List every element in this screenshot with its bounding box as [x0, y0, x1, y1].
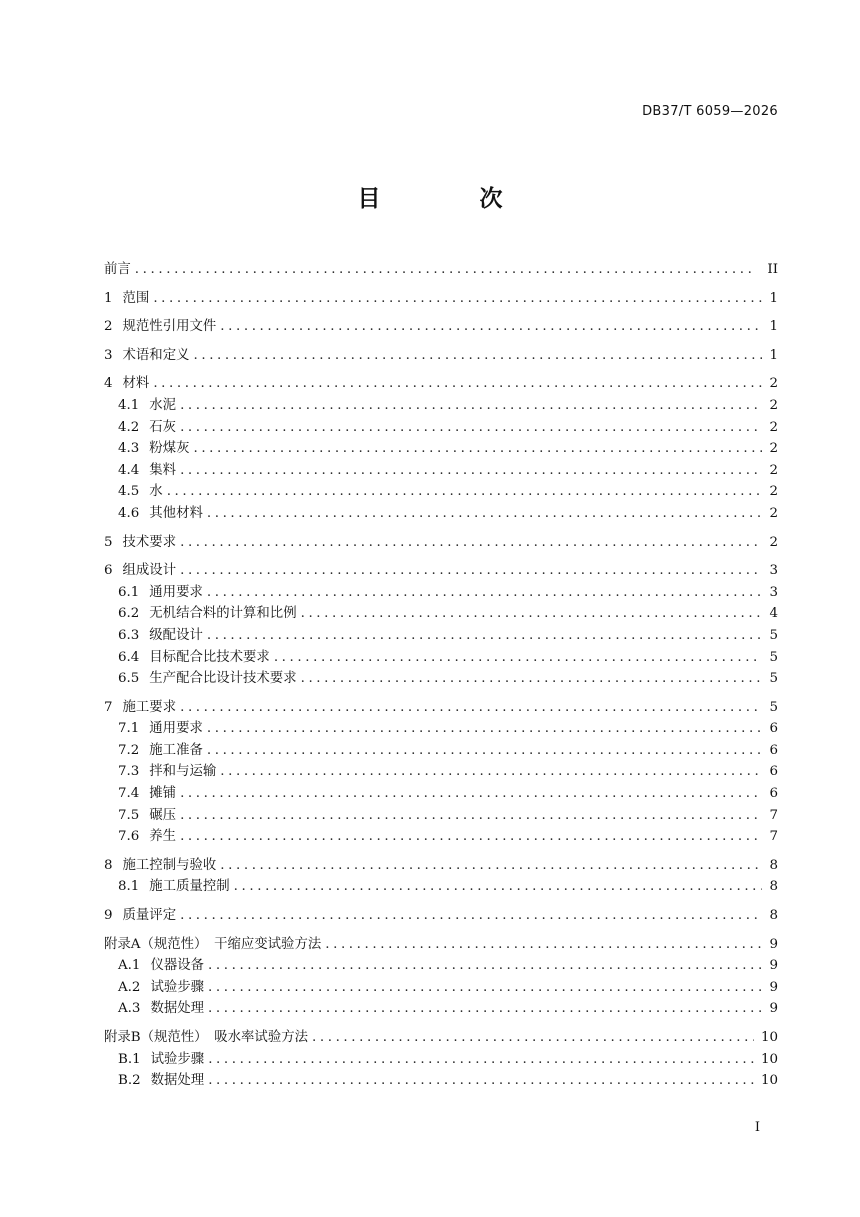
dot-leader [274, 647, 762, 669]
toc-entry-number: 7 [104, 699, 113, 715]
toc-entry-number: 1 [104, 290, 113, 306]
toc-entry[interactable] [104, 532, 778, 554]
toc-entry-page: 5 [769, 649, 778, 665]
toc-entry-page: 2 [769, 505, 778, 521]
toc-entry[interactable] [104, 998, 778, 1020]
toc-entry-page: 2 [769, 376, 778, 392]
toc-entry-label: 前言 [104, 262, 131, 277]
toc-entry-page: 2 [769, 534, 778, 550]
toc-entry[interactable] [104, 259, 778, 281]
toc-entry-page: 3 [769, 563, 778, 579]
toc-entry-number: 3 [104, 347, 113, 363]
toc-entry-page: 4 [769, 606, 778, 622]
toc-entry-page: 8 [769, 857, 778, 873]
toc-entry-label: 材料 [122, 376, 150, 392]
toc-entry-number: 7.4 [118, 786, 140, 802]
toc-entry-page: 2 [769, 484, 778, 500]
toc-entry[interactable] [104, 417, 778, 439]
toc-entry[interactable] [104, 373, 778, 395]
dot-leader [208, 998, 762, 1020]
dot-leader [180, 560, 762, 582]
dot-leader [180, 417, 762, 439]
toc-entry-number: 4.1 [118, 397, 140, 413]
toc-entry-label: 规范性引用文件 [122, 319, 217, 335]
toc-entry-page: 10 [760, 1073, 778, 1089]
toc-entry-page: 7 [769, 807, 778, 823]
toc-entry[interactable] [104, 697, 778, 719]
toc-entry[interactable] [104, 395, 778, 417]
toc-entry-number: 6.3 [118, 627, 140, 643]
toc-entry-page: 7 [769, 829, 778, 845]
toc-entry-number: 8.1 [118, 879, 140, 895]
toc-entry-number: B.2 [118, 1073, 141, 1089]
dot-leader [207, 582, 762, 604]
toc-entry-label: 施工控制与验收 [122, 857, 217, 873]
toc-entry-number: 4.5 [118, 484, 140, 500]
toc-entry-page: 5 [769, 627, 778, 643]
toc-entry[interactable] [104, 1049, 778, 1071]
dot-leader [135, 259, 754, 281]
toc-entry-label: 通用要求 [149, 721, 203, 737]
document-code: DB37/T 6059—2026 [642, 104, 778, 119]
toc-entry-page: 2 [769, 419, 778, 435]
toc-entry[interactable] [104, 647, 778, 669]
dot-leader [180, 532, 762, 554]
dot-leader [234, 876, 762, 898]
toc-entry-page: 1 [769, 319, 778, 335]
toc-entry[interactable] [104, 345, 778, 367]
toc-entry[interactable] [104, 718, 778, 740]
toc-entry-page: 9 [769, 958, 778, 974]
toc-entry-page: 6 [769, 742, 778, 758]
toc-entry-page: 1 [769, 347, 778, 363]
toc-entry-label: 碾压 [149, 807, 177, 823]
toc-entry-label: 水泥 [149, 397, 177, 413]
toc-entry-number: B.1 [118, 1051, 141, 1067]
toc-entry-label: 水 [149, 484, 163, 500]
toc-entry-label: 试验步骤 [150, 979, 205, 995]
dot-leader [180, 905, 762, 927]
toc-entry-label: 质量评定 [122, 908, 177, 924]
toc-entry[interactable] [104, 560, 778, 582]
toc-entry-label: 拌和与运输 [149, 764, 217, 780]
dot-leader [207, 503, 762, 525]
dot-leader [208, 1049, 754, 1071]
toc-entry-label: 养生 [149, 829, 177, 845]
dot-leader [220, 761, 762, 783]
toc-entry-label: 无机结合料的计算和比例 [149, 606, 297, 622]
toc-entry[interactable] [104, 603, 778, 625]
toc-entry-number: A.3 [118, 1001, 141, 1017]
toc-entry[interactable] [104, 855, 778, 877]
toc-entry-page: 5 [769, 671, 778, 687]
toc-entry-number: 9 [104, 908, 113, 924]
toc-entry[interactable] [104, 582, 778, 604]
page-number: I [754, 1120, 760, 1135]
dot-leader [180, 805, 762, 827]
toc-entry-label: 目标配合比技术要求 [149, 649, 270, 665]
dot-leader [208, 1070, 754, 1092]
toc-entry[interactable] [104, 503, 778, 525]
toc-entry[interactable] [104, 460, 778, 482]
toc-entry-label: 范围 [122, 290, 150, 306]
toc-entry[interactable] [104, 438, 778, 460]
toc-entry[interactable] [104, 905, 778, 927]
dot-leader [220, 855, 762, 877]
toc-entry-label: 附录B（规范性） 吸水率试验方法 [104, 1030, 308, 1045]
toc-entry-number: 6.1 [118, 584, 140, 600]
toc-entry-label: 数据处理 [150, 1073, 205, 1089]
dot-leader [180, 826, 762, 848]
toc-entry-page: 2 [769, 462, 778, 478]
toc-entry[interactable] [104, 934, 778, 956]
toc-entry[interactable] [104, 826, 778, 848]
dot-leader [193, 345, 762, 367]
dot-leader [180, 697, 762, 719]
toc-entry-number: 6.4 [118, 649, 140, 665]
table-of-contents [104, 259, 778, 1092]
toc-entry-page: 6 [769, 786, 778, 802]
toc-entry-page: II [767, 262, 778, 277]
toc-entry-label: 数据处理 [150, 1001, 205, 1017]
dot-leader [180, 783, 762, 805]
toc-entry-page: 2 [769, 397, 778, 413]
toc-entry-number: 7.5 [118, 807, 140, 823]
toc-entry[interactable] [104, 955, 778, 977]
toc-entry-label: 技术要求 [122, 534, 177, 550]
toc-entry-label: 施工要求 [122, 699, 177, 715]
toc-entry-number: 7.6 [118, 829, 140, 845]
dot-leader [220, 316, 762, 338]
page-title: 目 次 [357, 186, 541, 212]
toc-entry-label: 级配设计 [149, 627, 203, 643]
toc-entry[interactable] [104, 1027, 778, 1049]
dot-leader [301, 603, 762, 625]
toc-entry[interactable] [104, 1070, 778, 1092]
toc-entry-page: 9 [769, 936, 778, 952]
dot-leader [180, 395, 762, 417]
dot-leader [207, 625, 762, 647]
toc-entry-number: 4.3 [118, 441, 140, 457]
toc-entry[interactable] [104, 288, 778, 310]
dot-leader [207, 718, 762, 740]
dot-leader [301, 668, 762, 690]
toc-entry-label: 仪器设备 [150, 958, 205, 974]
toc-entry-page: 6 [769, 764, 778, 780]
toc-entry-label: 生产配合比设计技术要求 [149, 671, 297, 687]
toc-entry-label: 组成设计 [122, 563, 177, 579]
toc-entry[interactable] [104, 761, 778, 783]
toc-entry-number: 4.4 [118, 462, 140, 478]
toc-entry-number: 5 [104, 534, 113, 550]
toc-entry-number: 4 [104, 376, 113, 392]
toc-entry-page: 2 [769, 441, 778, 457]
dot-leader [153, 373, 762, 395]
dot-leader [167, 481, 762, 503]
toc-entry-label: 其他材料 [149, 505, 203, 521]
dot-leader [208, 955, 762, 977]
toc-entry[interactable] [104, 316, 778, 338]
toc-entry-number: 7.1 [118, 721, 140, 737]
toc-entry-page: 10 [760, 1051, 778, 1067]
toc-entry-number: 6.5 [118, 671, 140, 687]
toc-entry-label: 试验步骤 [150, 1051, 205, 1067]
toc-entry-number: 2 [104, 319, 113, 335]
toc-entry[interactable] [104, 625, 778, 647]
toc-entry-label: 粉煤灰 [149, 441, 190, 457]
toc-entry-label: 附录A（规范性） 干缩应变试验方法 [104, 936, 322, 952]
toc-entry-page: 9 [769, 979, 778, 995]
toc-entry-label: 摊铺 [149, 786, 177, 802]
toc-entry-number: 4.6 [118, 505, 140, 521]
toc-entry[interactable] [104, 740, 778, 762]
toc-entry[interactable] [104, 668, 778, 690]
toc-entry-page: 8 [769, 908, 778, 924]
toc-entry-page: 8 [769, 879, 778, 895]
dot-leader [180, 460, 762, 482]
toc-entry-number: A.2 [118, 979, 141, 995]
toc-entry-number: 6.2 [118, 606, 140, 622]
toc-entry-number: 7.3 [118, 764, 140, 780]
toc-entry-number: 7.2 [118, 742, 140, 758]
toc-entry[interactable] [104, 481, 778, 503]
toc-entry-page: 5 [769, 699, 778, 715]
toc-entry-label: 通用要求 [149, 584, 203, 600]
dot-leader [208, 977, 762, 999]
toc-entry[interactable] [104, 805, 778, 827]
dot-leader [312, 1027, 754, 1049]
toc-entry-page: 6 [769, 721, 778, 737]
toc-entry[interactable] [104, 977, 778, 999]
toc-entry-page: 1 [769, 290, 778, 306]
toc-entry-page: 10 [760, 1030, 778, 1045]
toc-entry-label: 石灰 [149, 419, 177, 435]
dot-leader [207, 740, 762, 762]
toc-entry-number: 4.2 [118, 419, 140, 435]
toc-entry-page: 9 [769, 1001, 778, 1017]
toc-entry-page: 3 [769, 584, 778, 600]
toc-entry[interactable] [104, 783, 778, 805]
toc-entry[interactable] [104, 876, 778, 898]
toc-entry-label: 集料 [149, 462, 177, 478]
toc-entry-label: 术语和定义 [122, 347, 190, 363]
toc-entry-label: 施工质量控制 [149, 879, 230, 895]
dot-leader [325, 934, 762, 956]
toc-entry-label: 施工准备 [149, 742, 203, 758]
toc-entry-number: A.1 [118, 958, 141, 974]
dot-leader [153, 288, 762, 310]
toc-entry-number: 6 [104, 563, 113, 579]
toc-entry-number: 8 [104, 857, 113, 873]
dot-leader [193, 438, 762, 460]
